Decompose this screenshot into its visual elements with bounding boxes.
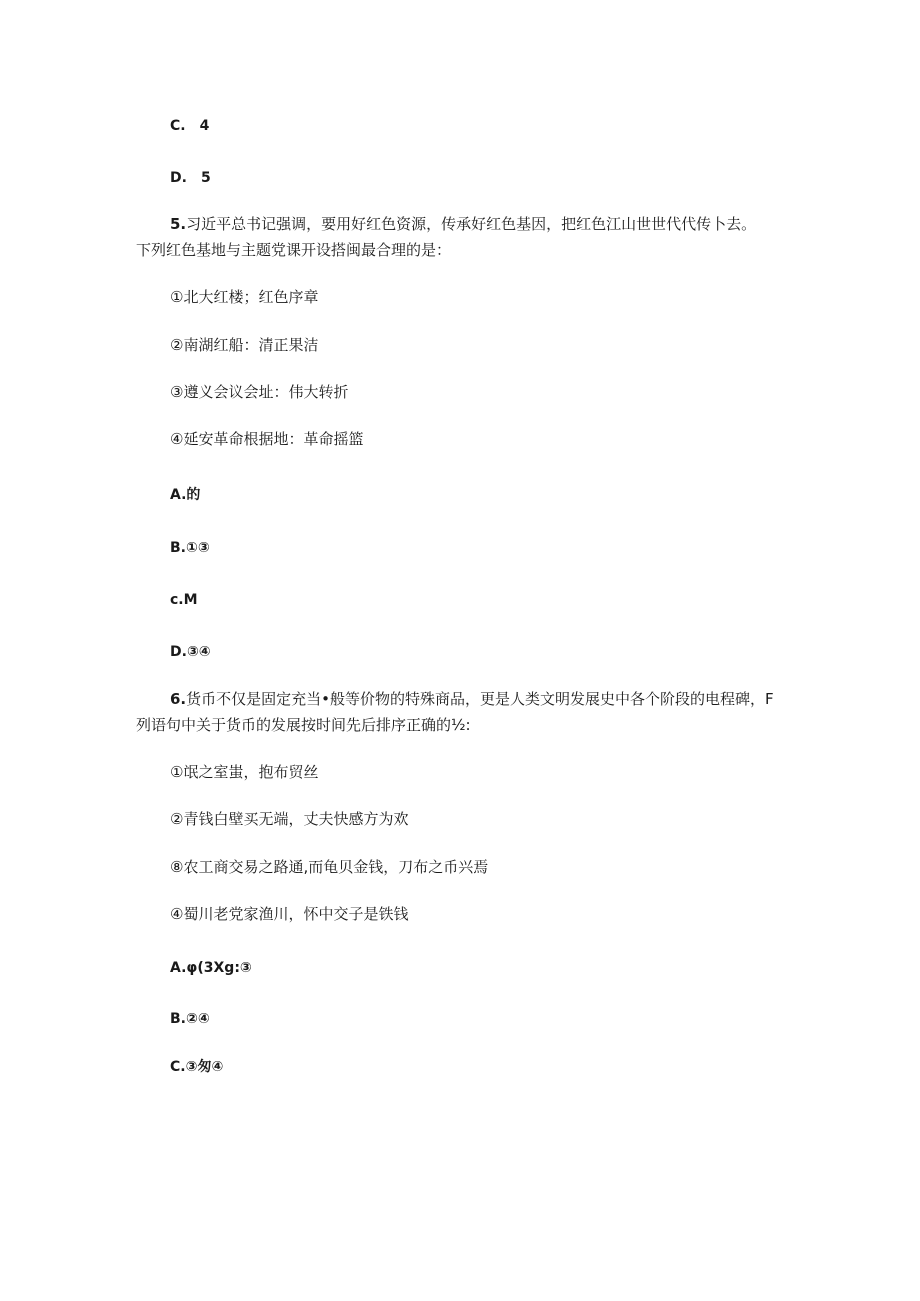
q6-item-2: ②青钱白壁买无端，丈夫快感方为欢 <box>170 810 409 828</box>
q6-item-1: ①氓之室蚩，抱布贸丝 <box>170 763 319 781</box>
q5-stem-line2: 下列红色基地与主题党课开设搭闽最合理的是： <box>136 241 452 259</box>
q5-item-1: ①北大红楼；红色序章 <box>170 288 319 306</box>
q6-option-a: A.φ(3Xg:③ <box>170 960 252 976</box>
q6-item-3: ⑧农工商交易之路通,而龟贝金钱，刀布之币兴焉 <box>170 858 489 876</box>
q6-item-4: ④蜀川老党家渔川，怀中交子是铁钱 <box>170 905 409 923</box>
q6-number: 6. <box>170 690 187 708</box>
q5-item-3: ③遵义会议会址：伟大转折 <box>170 383 349 401</box>
q6-stem-text1: 货币不仅是固定充当•般等价物的特殊商品，更是人类文明发展史中各个阶段的电程碑，F <box>186 690 774 708</box>
q5-stem-line1 <box>170 214 756 234</box>
q5-number: 5. <box>170 215 187 233</box>
q6-stem-line2: 列语句中关于货币的发展按时间先后排序正确的½: <box>136 716 471 734</box>
q5-stem-text1: 习近平总书记强调，要用好红色资源，传承好红色基因，把红色江山世世代代传卜去。 <box>186 215 757 233</box>
q4-option-d: D. 5 <box>170 170 211 186</box>
q5-item-2: ②南湖红船：清正果洁 <box>170 336 319 354</box>
q5-option-a: A.的 <box>170 487 201 503</box>
q5-option-d: D.③④ <box>170 644 211 660</box>
q5-item-4: ④延安革命根据地：革命摇篮 <box>170 430 364 448</box>
q4-option-c: C. 4 <box>170 118 210 134</box>
q5-option-b: B.①③ <box>170 540 210 556</box>
q6-option-c: C.③匆④ <box>170 1059 224 1075</box>
q6-stem-line1 <box>170 689 774 709</box>
q5-option-c: c.M <box>170 592 198 608</box>
q6-option-b: B.②④ <box>170 1011 210 1027</box>
